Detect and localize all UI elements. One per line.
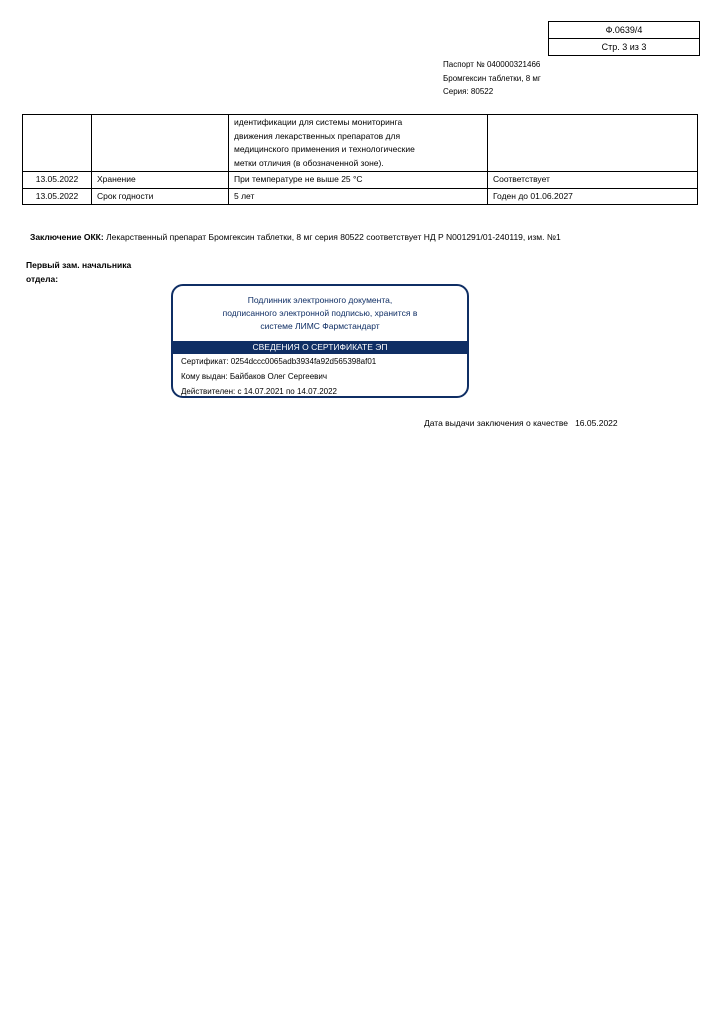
- signer-title: [26, 259, 131, 286]
- signer-position: Первый зам. начальника: [26, 260, 132, 270]
- cell-result: [488, 115, 698, 172]
- certificate-row: [173, 354, 467, 369]
- series-number: Серия: 80522: [443, 87, 494, 96]
- page-number: Стр. 3 из 3: [549, 38, 699, 55]
- stamp-message-line: подписанного электронной подписью, хранится в: [222, 308, 418, 318]
- validity-value: с 14.07.2021 по 14.07.2022: [237, 387, 337, 396]
- table-row: [23, 188, 698, 205]
- validity-label: Действителен:: [181, 387, 236, 396]
- stamp-message-line: Подлинник электронного документа,: [247, 295, 393, 305]
- passport-number: Паспорт № 040000321466: [443, 60, 541, 69]
- certificate-value: 0254dccc0065adb3934fa92d565398af01: [230, 357, 377, 366]
- validity-row: [173, 384, 467, 398]
- product-name: Бромгексин таблетки, 8 мг: [443, 73, 541, 83]
- test-results-table: [22, 114, 698, 205]
- stamp-message-line: системе ЛИМС Фармстандарт: [260, 321, 380, 331]
- cell-date: 13.05.2022: [23, 172, 92, 189]
- conclusion-text: Лекарственный препарат Бромгексин таблетки, 8 мг серия 80522 соответствует НД Р N001291/01-240119, изм. №1: [106, 232, 561, 242]
- signer-department: отдела:: [26, 273, 59, 284]
- requirement-line: медицинского применения и технологические: [234, 144, 415, 154]
- quality-conclusion: [30, 231, 600, 245]
- issued-to-value: Байбаков Олег Сергеевич: [229, 372, 328, 381]
- form-code-box: [548, 21, 700, 56]
- cell-requirement: [229, 115, 488, 172]
- conclusion-label: Заключение ОКК:: [30, 232, 104, 242]
- passport-info: [443, 58, 541, 99]
- requirement-line: метки отличия (в обозначенной зоне).: [234, 157, 384, 168]
- issue-date-label: Дата выдачи заключения о качестве: [424, 418, 568, 428]
- cell-date: 13.05.2022: [23, 188, 92, 205]
- table-row: [23, 172, 698, 189]
- cell-requirement: При температуре не выше 25 °C: [229, 172, 488, 189]
- form-code: Ф.0639/4: [605, 25, 643, 35]
- certificate-label: Сертификат:: [181, 357, 229, 366]
- issued-to-row: [173, 369, 467, 384]
- cell-requirement: 5 лет: [229, 188, 488, 205]
- certificate-header: СВЕДЕНИЯ О СЕРТИФИКАТЕ ЭП: [173, 341, 467, 354]
- issue-date: [424, 418, 618, 428]
- cell-result: Годен до 01.06.2027: [488, 188, 698, 205]
- stamp-message: [173, 294, 467, 333]
- issue-date-value: 16.05.2022: [575, 418, 618, 428]
- cell-result: Соответствует: [488, 172, 698, 189]
- cell-test: [92, 115, 229, 172]
- electronic-signature-stamp: [171, 284, 469, 398]
- requirement-line: идентификации для системы мониторинга: [234, 117, 403, 127]
- cell-test: Хранение: [92, 172, 229, 189]
- issued-to-label: Кому выдан:: [181, 372, 228, 381]
- cell-test: Срок годности: [92, 188, 229, 205]
- requirement-line: движения лекарственных препаратов для: [234, 130, 401, 141]
- table-row: [23, 115, 698, 172]
- cell-date: [23, 115, 92, 172]
